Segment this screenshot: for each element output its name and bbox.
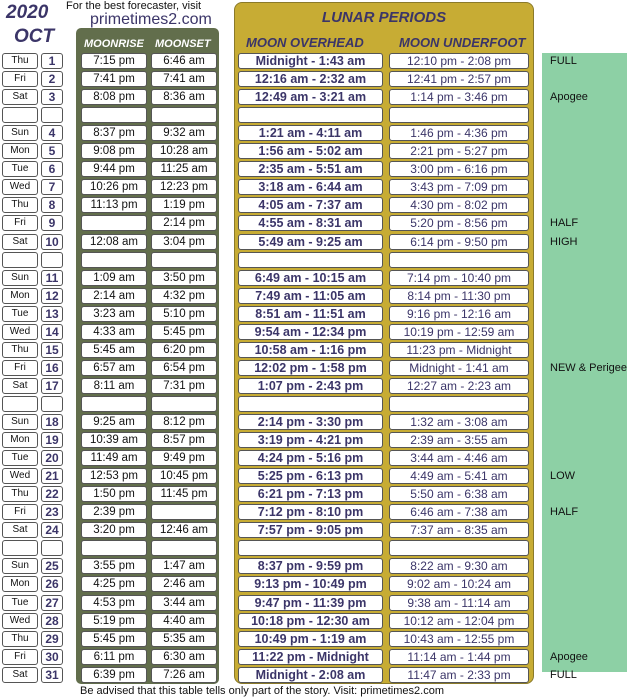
table-date-cell: 14 (41, 324, 63, 340)
table-day-cell: Sun (2, 125, 38, 141)
blank-spacer-cell (389, 540, 529, 556)
moon-underfoot-header: MOON UNDERFOOT (399, 35, 526, 50)
moon-overhead-cell: 8:37 pm - 9:59 pm (238, 558, 383, 574)
blank-spacer-cell (81, 540, 147, 556)
moonset-cell (151, 504, 217, 520)
table-day-cell: Thu (2, 53, 38, 69)
table-date-cell: 25 (41, 558, 63, 574)
moon-underfoot-cell: 3:43 pm - 7:09 pm (389, 179, 529, 195)
moonset-cell: 9:32 am (151, 125, 217, 141)
moon-overhead-cell: 12:49 am - 3:21 am (238, 89, 383, 105)
moon-overhead-cell: Midnight - 1:43 am (238, 53, 383, 69)
moon-overhead-cell: 7:49 am - 11:05 am (238, 288, 383, 304)
moonset-cell: 10:45 pm (151, 468, 217, 484)
event-note: Apogee (550, 651, 588, 663)
event-note: HALF (550, 506, 579, 518)
moon-underfoot-cell: 4:49 am - 5:41 am (389, 468, 529, 484)
blank-spacer-cell (81, 396, 147, 412)
moon-underfoot-cell: Midnight - 1:41 am (389, 360, 529, 376)
blank-spacer-cell (389, 107, 529, 123)
moon-overhead-cell: 1:07 pm - 2:43 pm (238, 378, 383, 394)
moonrise-cell: 7:41 pm (81, 71, 147, 87)
blank-spacer-cell (2, 540, 38, 556)
table-date-cell: 30 (41, 649, 63, 665)
moon-overhead-cell: 3:19 pm - 4:21 pm (238, 432, 383, 448)
moonset-cell: 6:54 pm (151, 360, 217, 376)
moon-overhead-cell: 7:57 pm - 9:05 pm (238, 522, 383, 538)
moonrise-cell: 10:39 am (81, 432, 147, 448)
table-day-cell: Thu (2, 486, 38, 502)
table-date-cell: 18 (41, 414, 63, 430)
moonrise-cell: 6:11 pm (81, 649, 147, 665)
moon-underfoot-cell: 6:14 pm - 9:50 pm (389, 234, 529, 250)
table-day-cell: Sat (2, 378, 38, 394)
table-date-cell: 21 (41, 468, 63, 484)
moon-underfoot-cell: 3:00 pm - 6:16 pm (389, 161, 529, 177)
table-date-cell: 16 (41, 360, 63, 376)
blank-spacer-cell (151, 540, 217, 556)
table-day-cell: Wed (2, 179, 38, 195)
promo-link[interactable]: primetimes2.com (90, 11, 212, 28)
blank-spacer-cell (389, 396, 529, 412)
blank-spacer-cell (41, 396, 63, 412)
table-day-cell: Sat (2, 522, 38, 538)
moon-overhead-cell: 9:54 am - 12:34 pm (238, 324, 383, 340)
blank-spacer-cell (2, 252, 38, 268)
table-day-cell: Sat (2, 234, 38, 250)
moonset-cell: 3:44 am (151, 595, 217, 611)
moonrise-cell: 7:15 pm (81, 53, 147, 69)
blank-spacer-cell (151, 396, 217, 412)
moon-underfoot-cell: 10:43 am - 12:55 pm (389, 631, 529, 647)
moon-overhead-cell: 6:21 pm - 7:13 pm (238, 486, 383, 502)
moon-underfoot-cell: 3:44 am - 4:46 am (389, 450, 529, 466)
moon-overhead-cell: 9:13 pm - 10:49 pm (238, 576, 383, 592)
table-date-cell: 10 (41, 234, 63, 250)
moonrise-cell: 12:08 am (81, 234, 147, 250)
moon-underfoot-cell: 2:21 pm - 5:27 pm (389, 143, 529, 159)
table-day-cell: Sat (2, 667, 38, 683)
moon-underfoot-cell: 12:41 pm - 2:57 pm (389, 71, 529, 87)
moon-underfoot-cell: 12:10 pm - 2:08 pm (389, 53, 529, 69)
event-note: HALF (550, 217, 579, 229)
moonrise-cell: 4:33 am (81, 324, 147, 340)
table-day-cell: Wed (2, 613, 38, 629)
moon-overhead-cell: 1:21 am - 4:11 am (238, 125, 383, 141)
blank-spacer-cell (41, 252, 63, 268)
moon-underfoot-cell: 8:14 pm - 11:30 pm (389, 288, 529, 304)
moon-underfoot-cell: 5:20 pm - 8:56 pm (389, 215, 529, 231)
moon-underfoot-cell: 9:16 pm - 12:16 am (389, 306, 529, 322)
moon-underfoot-cell: 11:47 am - 2:33 pm (389, 667, 529, 683)
table-day-cell: Wed (2, 468, 38, 484)
table-date-cell: 26 (41, 576, 63, 592)
blank-spacer-cell (389, 252, 529, 268)
blank-spacer-cell (238, 107, 383, 123)
moonset-cell: 6:46 am (151, 53, 217, 69)
table-day-cell: Thu (2, 197, 38, 213)
moon-overhead-cell: 7:12 pm - 8:10 pm (238, 504, 383, 520)
table-date-cell: 29 (41, 631, 63, 647)
table-date-cell: 31 (41, 667, 63, 683)
blank-spacer-cell (238, 540, 383, 556)
moonset-cell: 3:04 pm (151, 234, 217, 250)
table-date-cell: 9 (41, 215, 63, 231)
moonset-cell: 8:12 pm (151, 414, 217, 430)
moon-underfoot-cell: 1:14 pm - 3:46 pm (389, 89, 529, 105)
table-date-cell: 3 (41, 89, 63, 105)
moon-overhead-cell: Midnight - 2:08 am (238, 667, 383, 683)
blank-spacer-cell (2, 396, 38, 412)
table-day-cell: Mon (2, 432, 38, 448)
moonrise-cell: 1:09 am (81, 270, 147, 286)
table-day-cell: Thu (2, 342, 38, 358)
moon-underfoot-cell: 2:39 am - 3:55 am (389, 432, 529, 448)
table-date-cell: 24 (41, 522, 63, 538)
moonrise-cell: 11:13 pm (81, 197, 147, 213)
moonset-cell: 6:30 am (151, 649, 217, 665)
table-day-cell: Fri (2, 215, 38, 231)
moonrise-cell (81, 215, 147, 231)
blank-spacer-cell (81, 107, 147, 123)
table-date-cell: 17 (41, 378, 63, 394)
moon-overhead-cell: 10:58 am - 1:16 pm (238, 342, 383, 358)
table-day-cell: Thu (2, 631, 38, 647)
moonset-cell: 8:57 pm (151, 432, 217, 448)
table-day-cell: Sun (2, 270, 38, 286)
month-label: OCT (14, 26, 55, 47)
moon-overhead-cell: 9:47 pm - 11:39 pm (238, 595, 383, 611)
moonset-cell: 5:45 pm (151, 324, 217, 340)
moon-underfoot-cell: 1:46 pm - 4:36 pm (389, 125, 529, 141)
table-date-cell: 7 (41, 179, 63, 195)
moon-overhead-header: MOON OVERHEAD (246, 35, 364, 50)
blank-spacer-cell (81, 252, 147, 268)
moonrise-cell: 3:23 am (81, 306, 147, 322)
table-date-cell: 12 (41, 288, 63, 304)
moonset-cell: 9:49 pm (151, 450, 217, 466)
table-date-cell: 2 (41, 71, 63, 87)
moon-overhead-cell: 8:51 am - 11:51 am (238, 306, 383, 322)
moonset-cell: 2:46 am (151, 576, 217, 592)
moonrise-cell: 12:53 pm (81, 468, 147, 484)
moon-overhead-cell: 10:18 pm - 12:30 am (238, 613, 383, 629)
table-date-cell: 23 (41, 504, 63, 520)
table-day-cell: Tue (2, 450, 38, 466)
moonset-cell: 11:45 pm (151, 486, 217, 502)
table-day-cell: Sun (2, 414, 38, 430)
moonset-cell: 7:41 am (151, 71, 217, 87)
lunar-periods-title: LUNAR PERIODS (321, 9, 447, 26)
moon-underfoot-cell: 7:37 am - 8:35 am (389, 522, 529, 538)
moon-overhead-cell: 4:05 am - 7:37 am (238, 197, 383, 213)
moonset-header: MOONSET (155, 38, 211, 50)
moonrise-cell: 5:45 pm (81, 631, 147, 647)
moon-underfoot-cell: 11:23 pm - Midnight (389, 342, 529, 358)
table-date-cell: 11 (41, 270, 63, 286)
moon-underfoot-cell: 9:38 am - 11:14 am (389, 595, 529, 611)
moon-overhead-cell: 12:02 pm - 1:58 pm (238, 360, 383, 376)
event-note: LOW (550, 470, 576, 482)
table-day-cell: Sat (2, 89, 38, 105)
blank-spacer-cell (41, 540, 63, 556)
moon-underfoot-cell: 4:30 pm - 8:02 pm (389, 197, 529, 213)
moon-underfoot-cell: 9:02 am - 10:24 am (389, 576, 529, 592)
moonset-cell: 7:31 pm (151, 378, 217, 394)
moonset-cell: 11:25 am (151, 161, 217, 177)
blank-spacer-cell (41, 107, 63, 123)
moonrise-cell: 9:08 pm (81, 143, 147, 159)
moon-overhead-cell: 12:16 am - 2:32 am (238, 71, 383, 87)
moonrise-cell: 5:19 pm (81, 613, 147, 629)
footer-note: Be advised that this table tells only part of the story. Visit: primetimes2.com (80, 685, 444, 697)
moon-underfoot-cell: 5:50 am - 6:38 am (389, 486, 529, 502)
moon-overhead-cell: 1:56 am - 5:02 am (238, 143, 383, 159)
table-date-cell: 19 (41, 432, 63, 448)
moon-overhead-cell: 4:55 am - 8:31 am (238, 215, 383, 231)
event-note: FULL (550, 55, 577, 67)
moonset-cell: 1:47 am (151, 558, 217, 574)
moonrise-cell: 9:25 am (81, 414, 147, 430)
moonrise-cell: 8:37 pm (81, 125, 147, 141)
table-date-cell: 4 (41, 125, 63, 141)
blank-spacer-cell (238, 396, 383, 412)
event-note: HIGH (550, 236, 578, 248)
moon-underfoot-cell: 10:19 pm - 12:59 am (389, 324, 529, 340)
moonset-cell: 5:10 pm (151, 306, 217, 322)
table-date-cell: 8 (41, 197, 63, 213)
moonset-cell: 6:20 pm (151, 342, 217, 358)
moon-overhead-cell: 4:24 pm - 5:16 pm (238, 450, 383, 466)
table-date-cell: 22 (41, 486, 63, 502)
moon-overhead-cell: 6:49 am - 10:15 am (238, 270, 383, 286)
table-day-cell: Mon (2, 288, 38, 304)
blank-spacer-cell (151, 107, 217, 123)
blank-spacer-cell (151, 252, 217, 268)
moonrise-cell: 5:45 am (81, 342, 147, 358)
moonset-cell: 12:23 pm (151, 179, 217, 195)
moon-overhead-cell: 5:25 pm - 6:13 pm (238, 468, 383, 484)
moon-overhead-cell: 2:35 am - 5:51 am (238, 161, 383, 177)
moon-underfoot-cell: 12:27 am - 2:23 am (389, 378, 529, 394)
moonrise-cell: 10:26 pm (81, 179, 147, 195)
table-date-cell: 5 (41, 143, 63, 159)
moonrise-cell: 3:55 pm (81, 558, 147, 574)
moonrise-cell: 2:14 am (81, 288, 147, 304)
moonset-cell: 10:28 am (151, 143, 217, 159)
moonset-cell: 12:46 am (151, 522, 217, 538)
table-day-cell: Fri (2, 360, 38, 376)
moon-overhead-cell: 5:49 am - 9:25 am (238, 234, 383, 250)
moonrise-cell: 9:44 pm (81, 161, 147, 177)
table-day-cell: Tue (2, 161, 38, 177)
moon-underfoot-cell: 1:32 am - 3:08 am (389, 414, 529, 430)
moonset-cell: 8:36 am (151, 89, 217, 105)
table-day-cell: Tue (2, 595, 38, 611)
promo-text: For the best forecaster, visit (66, 0, 202, 12)
moonrise-cell: 3:20 pm (81, 522, 147, 538)
moonrise-cell: 8:11 am (81, 378, 147, 394)
moonset-cell: 3:50 pm (151, 270, 217, 286)
moon-overhead-cell: 2:14 pm - 3:30 pm (238, 414, 383, 430)
moon-underfoot-cell: 11:14 am - 1:44 pm (389, 649, 529, 665)
moonset-cell: 7:26 am (151, 667, 217, 683)
moonrise-cell: 8:08 pm (81, 89, 147, 105)
table-date-cell: 13 (41, 306, 63, 322)
table-day-cell: Mon (2, 576, 38, 592)
table-day-cell: Fri (2, 71, 38, 87)
table-day-cell: Mon (2, 143, 38, 159)
table-day-cell: Fri (2, 649, 38, 665)
moonset-cell: 2:14 pm (151, 215, 217, 231)
table-date-cell: 15 (41, 342, 63, 358)
moonrise-cell: 6:39 pm (81, 667, 147, 683)
moonset-cell: 4:32 pm (151, 288, 217, 304)
moon-overhead-cell: 3:18 am - 6:44 am (238, 179, 383, 195)
event-note: FULL (550, 669, 577, 681)
table-day-cell: Sun (2, 558, 38, 574)
year-label: 2020 (6, 2, 49, 23)
table-date-cell: 6 (41, 161, 63, 177)
moonrise-cell: 6:57 am (81, 360, 147, 376)
moon-underfoot-cell: 10:12 am - 12:04 pm (389, 613, 529, 629)
table-day-cell: Tue (2, 306, 38, 322)
moonset-cell: 4:40 am (151, 613, 217, 629)
moonrise-cell: 4:25 pm (81, 576, 147, 592)
moon-underfoot-cell: 6:46 am - 7:38 am (389, 504, 529, 520)
event-note: Apogee (550, 91, 588, 103)
table-date-cell: 28 (41, 613, 63, 629)
blank-spacer-cell (2, 107, 38, 123)
moonset-cell: 5:35 am (151, 631, 217, 647)
moon-overhead-cell: 10:49 pm - 1:19 am (238, 631, 383, 647)
moonrise-cell: 1:50 pm (81, 486, 147, 502)
table-date-cell: 27 (41, 595, 63, 611)
table-day-cell: Fri (2, 504, 38, 520)
moonset-cell: 1:19 pm (151, 197, 217, 213)
moon-underfoot-cell: 8:22 am - 9:30 am (389, 558, 529, 574)
moon-overhead-cell: 11:22 pm - Midnight (238, 649, 383, 665)
moonrise-cell: 2:39 pm (81, 504, 147, 520)
moonrise-cell: 11:49 am (81, 450, 147, 466)
table-day-cell: Wed (2, 324, 38, 340)
moonrise-header: MOONRISE (84, 38, 144, 50)
table-date-cell: 1 (41, 53, 63, 69)
blank-spacer-cell (238, 252, 383, 268)
event-note: NEW & Perigee (550, 362, 628, 374)
moonrise-cell: 4:53 pm (81, 595, 147, 611)
table-date-cell: 20 (41, 450, 63, 466)
moon-underfoot-cell: 7:14 pm - 10:40 pm (389, 270, 529, 286)
